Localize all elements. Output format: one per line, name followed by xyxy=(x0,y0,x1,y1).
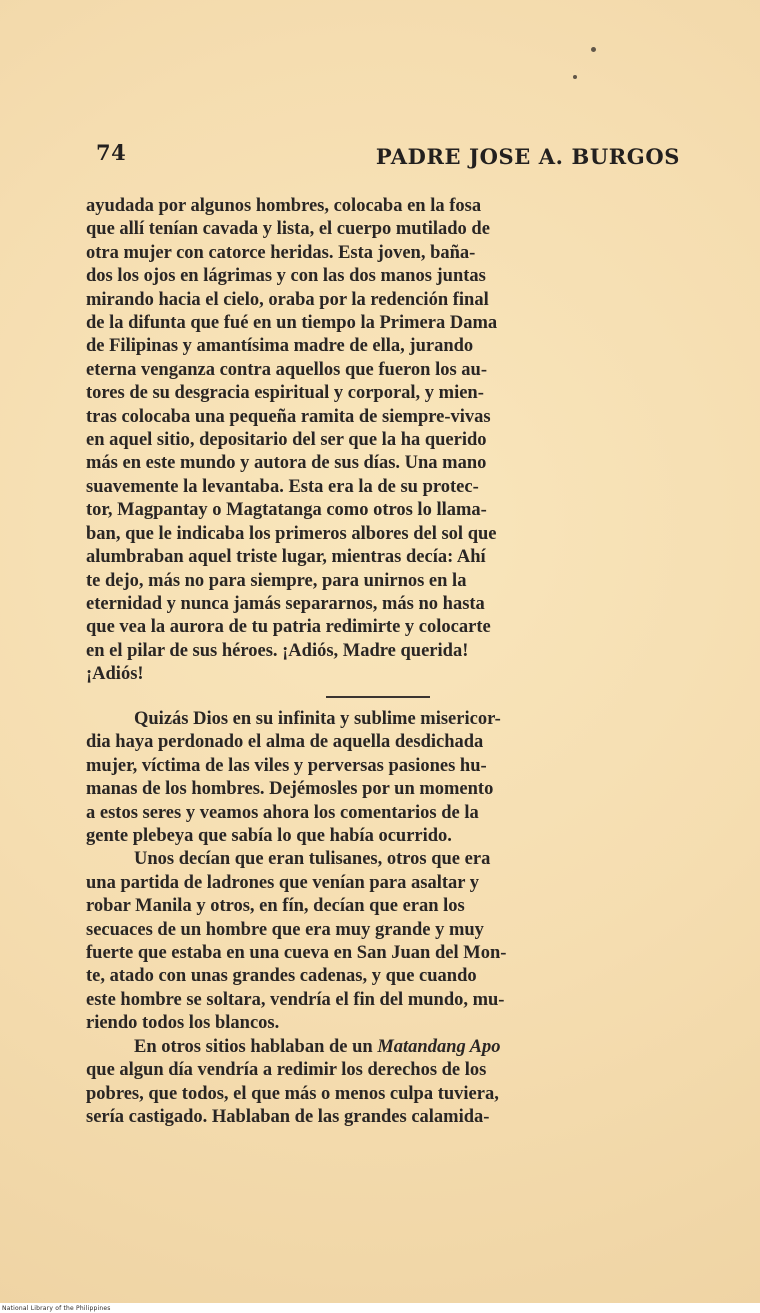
text-line: otra mujer con catorce heridas. Esta joven, baña- xyxy=(86,242,476,263)
text-line: suavemente la levantaba. Esta era la de su protec- xyxy=(86,476,479,497)
text-line: que allí tenían cavada y lista, el cuerpo mutilado de xyxy=(86,219,490,240)
text-line: alumbraban aquel triste lugar, mientras decía: Ahí xyxy=(86,547,486,568)
running-title: PADRE JOSE A. BURGOS xyxy=(375,144,680,169)
text-line: en aquel sitio, depositario del ser que la ha querido xyxy=(86,430,487,451)
text-line: te dejo, más no para siempre, para unirnos en la xyxy=(86,570,467,591)
text-line: gente plebeya que sabía lo que había ocurrido. xyxy=(86,826,452,847)
text-line: eterna venganza contra aquellos que fueron los au- xyxy=(86,359,488,380)
text-line: mujer, víctima de las viles y perversas pasiones hu- xyxy=(86,755,487,776)
library-credit: National Library of the Philippines xyxy=(2,1305,111,1312)
text-line: secuaces de un hombre que era muy grande y muy xyxy=(86,919,484,940)
text-line: robar Manila y otros, en fín, decían que eran los xyxy=(86,896,465,917)
text-run: En otros sitios hablaban de un xyxy=(134,1036,378,1057)
text-line xyxy=(86,1036,676,1059)
text-line: riendo todos los blancos. xyxy=(86,1013,280,1034)
dust-speck xyxy=(573,75,577,79)
text-line: mirando hacia el cielo, oraba por la redención final xyxy=(86,289,489,310)
text-line: tras colocaba una pequeña ramita de siempre-vivas xyxy=(86,406,491,427)
page-number: 74 xyxy=(96,140,127,165)
text-line: tor, Magpantay o Magtatanga como otros lo llama- xyxy=(86,500,487,521)
text-line: te, atado con unas grandes cadenas, y que cuando xyxy=(86,966,477,987)
text-line: fuerte que estaba en una cueva en San Juan del Mon- xyxy=(86,943,507,964)
paragraph-body xyxy=(86,708,676,1129)
text-line: ¡Adiós! xyxy=(86,664,144,685)
text-line: dos los ojos en lágrimas y con las dos manos juntas xyxy=(86,266,486,287)
text-line: Unos decían que eran tulisanes, otros que era xyxy=(134,849,491,870)
paragraph-continued xyxy=(86,195,676,687)
dust-speck xyxy=(591,47,596,52)
text-line: más en este mundo y autora de sus días. Una mano xyxy=(86,453,487,474)
text-line: una partida de ladrones que venían para asaltar y xyxy=(86,872,480,893)
page-header xyxy=(96,140,680,172)
text-line: que vea la aurora de tu patria redimirte y colocarte xyxy=(86,617,491,638)
text-line: tores de su desgracia espiritual y corporal, y mien- xyxy=(86,383,484,404)
text-line: pobres, que todos, el que más o menos culpa tuviera, xyxy=(86,1083,499,1104)
text-line: de la difunta que fué en un tiempo la Primera Dama xyxy=(86,313,498,334)
text-line: a estos seres y veamos ahora los comentarios de la xyxy=(86,802,479,823)
text-line: sería castigado. Hablaban de las grandes calamida- xyxy=(86,1106,490,1127)
text-line: de Filipinas y amantísima madre de ella, jurando xyxy=(86,336,474,357)
text-line: que algun día vendría a redimir los derechos de los xyxy=(86,1060,487,1081)
text-line: este hombre se soltara, vendría el fin del mundo, mu- xyxy=(86,989,505,1010)
text-line: eternidad y nunca jamás separarnos, más no hasta xyxy=(86,593,485,614)
text-line: ayudada por algunos hombres, colocaba en la fosa xyxy=(86,196,482,216)
text-line: manas de los hombres. Dejémosles por un momento xyxy=(86,779,494,800)
section-divider xyxy=(326,696,430,698)
text-line: ban, que le indicaba los primeros albores del sol que xyxy=(86,523,497,544)
scan-border xyxy=(0,1303,760,1313)
italic-term: Matandang Apo xyxy=(377,1036,501,1057)
text-line: dia haya perdonado el alma de aquella desdichada xyxy=(86,732,484,753)
text-line: en el pilar de sus héroes. ¡Adiós, Madre querida! xyxy=(86,640,469,661)
text-line: Quizás Dios en su infinita y sublime misericor- xyxy=(134,709,501,729)
